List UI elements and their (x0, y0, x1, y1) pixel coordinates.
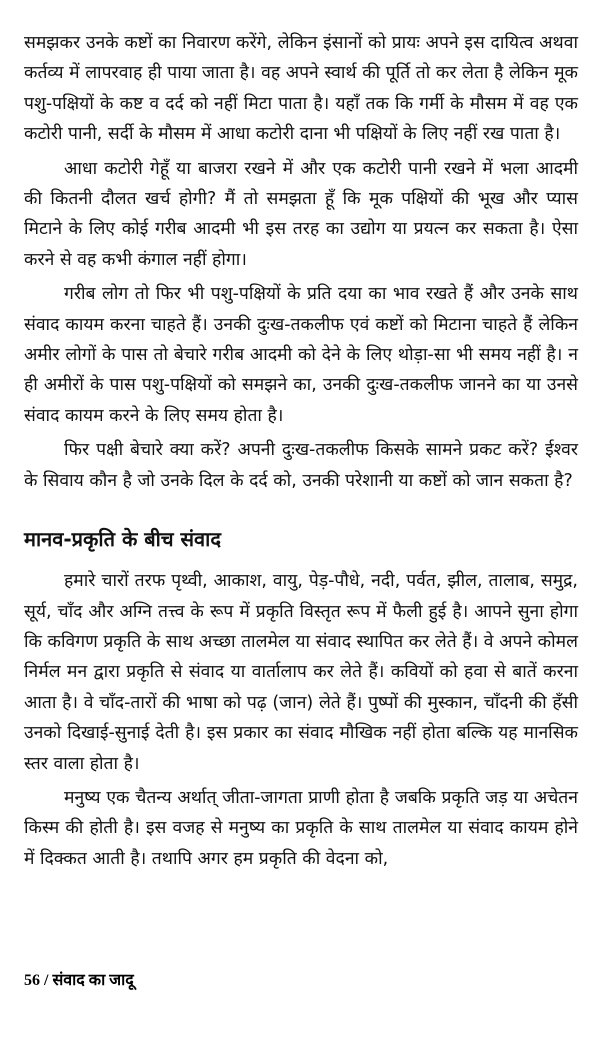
paragraph-2: आधा कटोरी गेहूँ या बाजरा रखने में और एक कटोरी पानी रखने में भला आदमी की कितनी दौलत खर्च होगी? मैं तो समझता हूँ कि मूक पक्षियों की भूख और प्यास मिटाने के लिए कोई गरीब आदमी भी इस तरह का उद्योग या प्रयत्न कर सकता है। ऐसा करने से वह कभी कंगाल नहीं होगा। (24, 158, 578, 270)
section-heading: मानव-प्रकृति के बीच संवाद (24, 527, 221, 552)
paragraph-4: फिर पक्षी बेचारे क्या करें? अपनी दुःख-तकलीफ किसके सामने प्रकट करें? ईश्वर के सिवाय कौन है जो उनके दिल के दर्द को, उनकी परेशानी या कष्टों को जान सकता है? (24, 440, 578, 491)
paragraph-3: गरीब लोग तो फिर भी पशु-पक्षियों के प्रति दया का भाव रखते हैं और उनके साथ संवाद कायम करना चाहते हैं। उनकी दुःख-तकलीफ एवं कष्टों को मिटाना चाहते हैं लेकिन अमीर लोगों के पास तो बेचारे गरीब आदमी को देने के लिए थोड़ा-सा भी समय नहीं है। न ही अमीरों के पास पशु-पक्षियों को समझने का, उनकी दुःख-तकलीफ जानने का या उनसे संवाद कायम करने के लिए समय होता है। (24, 284, 578, 426)
paragraph-5: हमारे चारों तरफ पृथ्वी, आकाश, वायु, पेड़-पौधे, नदी, पर्वत, झील, तालाब, समुद्र, सूर्य, चाँद और अग्नि तत्त्व के रूप में प्रकृति विस्तृत रूप में फैली हुई है। आपने सुना होगा कि कविगण प्रकृति के साथ अच्छा तालमेल या संवाद स्थापित कर लेते हैं। वे अपने कोमल निर्मल मन द्वारा प्रकृति से संवाद या वार्तालाप कर लेते हैं। कवियों को हवा से बातें करना आता है। वे चाँद-तारों की भाषा को पढ़ (जान) लेते हैं। पुष्पों की मुस्कान, चाँदनी की हँसी उनको दिखाई-सुनाई देती है। इस प्रकार का संवाद मौखिक नहीं होता बल्कि यह मानसिक स्तर वाला होता है। (24, 571, 578, 774)
paragraph-1: समझकर उनके कष्टों का निवारण करेंगे, लेकिन इंसानों को प्रायः अपने इस दायित्व अथवा कर्तव्य में लापरवाह ही पाया जाता है। वह अपने स्वार्थ की पूर्ति तो कर लेता है लेकिन मूक पशु-पक्षियों के कष्ट व दर्द को नहीं मिटा पाता है। यहाँ तक कि गर्मी के मौसम में वह एक कटोरी पानी, सर्दी के मौसम में आधा कटोरी दाना भी पक्षियों के लिए नहीं रख पाता है। (24, 33, 578, 145)
page-footer: 56 / संवाद का जादू (24, 972, 134, 989)
paragraph-6: मनुष्य एक चैतन्य अर्थात् जीता-जागता प्राणी होता है जबकि प्रकृति जड़ या अचेतन किस्म की होती है। इस वजह से मनुष्य का प्रकृति के साथ तालमेल या संवाद कायम होने में दिक्कत आती है। तथापि अगर हम प्रकृति की वेदना को, (24, 787, 578, 869)
